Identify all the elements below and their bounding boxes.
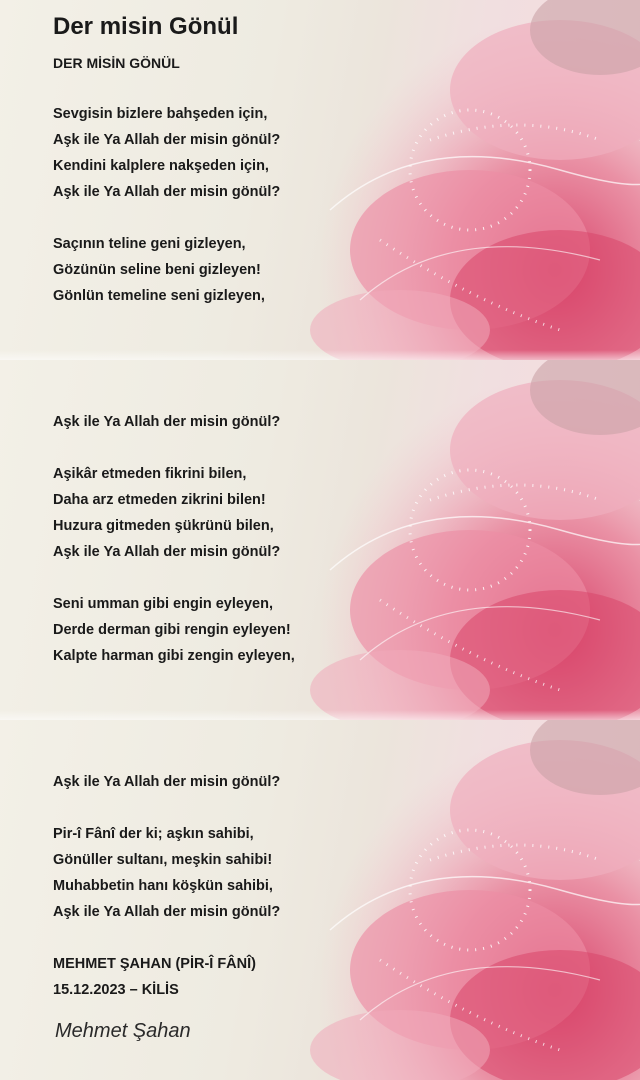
poem-line: Aşk ile Ya Allah der misin gönül? [53, 132, 281, 148]
poem-line: Gönüller sultanı, meşkin sahibi! [53, 852, 273, 868]
poem-line: Derde derman gibi rengin eyleyen! [53, 622, 291, 638]
poem-line: Saçının teline geni gizleyen, [53, 236, 246, 252]
author-line: MEHMET ŞAHAN (PİR-Î FÂNÎ) [53, 956, 256, 972]
date-line: 15.12.2023 – KİLİS [53, 982, 179, 998]
poem-line: Sevgisin bizlere bahşeden için, [53, 106, 268, 122]
poem-line: Daha arz etmeden zikrini bilen! [53, 492, 266, 508]
poem-line: Muhabbetin hanı köşkün sahibi, [53, 878, 273, 894]
poem-line: Gönlün temeline seni gizleyen, [53, 288, 265, 304]
poem-subtitle: DER MİSİN GÖNÜL [53, 55, 180, 71]
poem-line: Huzura gitmeden şükrünü bilen, [53, 518, 274, 534]
poem-line: Aşk ile Ya Allah der misin gönül? [53, 904, 281, 920]
poem-line: Seni umman gibi engin eyleyen, [53, 596, 273, 612]
poem-line: Aşk ile Ya Allah der misin gönül? [53, 184, 281, 200]
poem-line: Aşk ile Ya Allah der misin gönül? [53, 774, 281, 790]
poem-line: Kendini kalplere nakşeden için, [53, 158, 269, 174]
poem-line: Aşk ile Ya Allah der misin gönül? [53, 544, 281, 560]
poem-line: Aşikâr etmeden fikrini bilen, [53, 466, 247, 482]
poem-line: Gözünün seline beni gizleyen! [53, 262, 261, 278]
poem-line: Aşk ile Ya Allah der misin gönül? [53, 414, 281, 430]
poem-title: Der misin Gönül [53, 13, 239, 40]
poem-line: Pir-î Fânî der ki; aşkın sahibi, [53, 826, 254, 842]
author-signature: Mehmet Şahan [55, 1020, 191, 1042]
poem-line: Kalpte harman gibi zengin eyleyen, [53, 648, 295, 664]
